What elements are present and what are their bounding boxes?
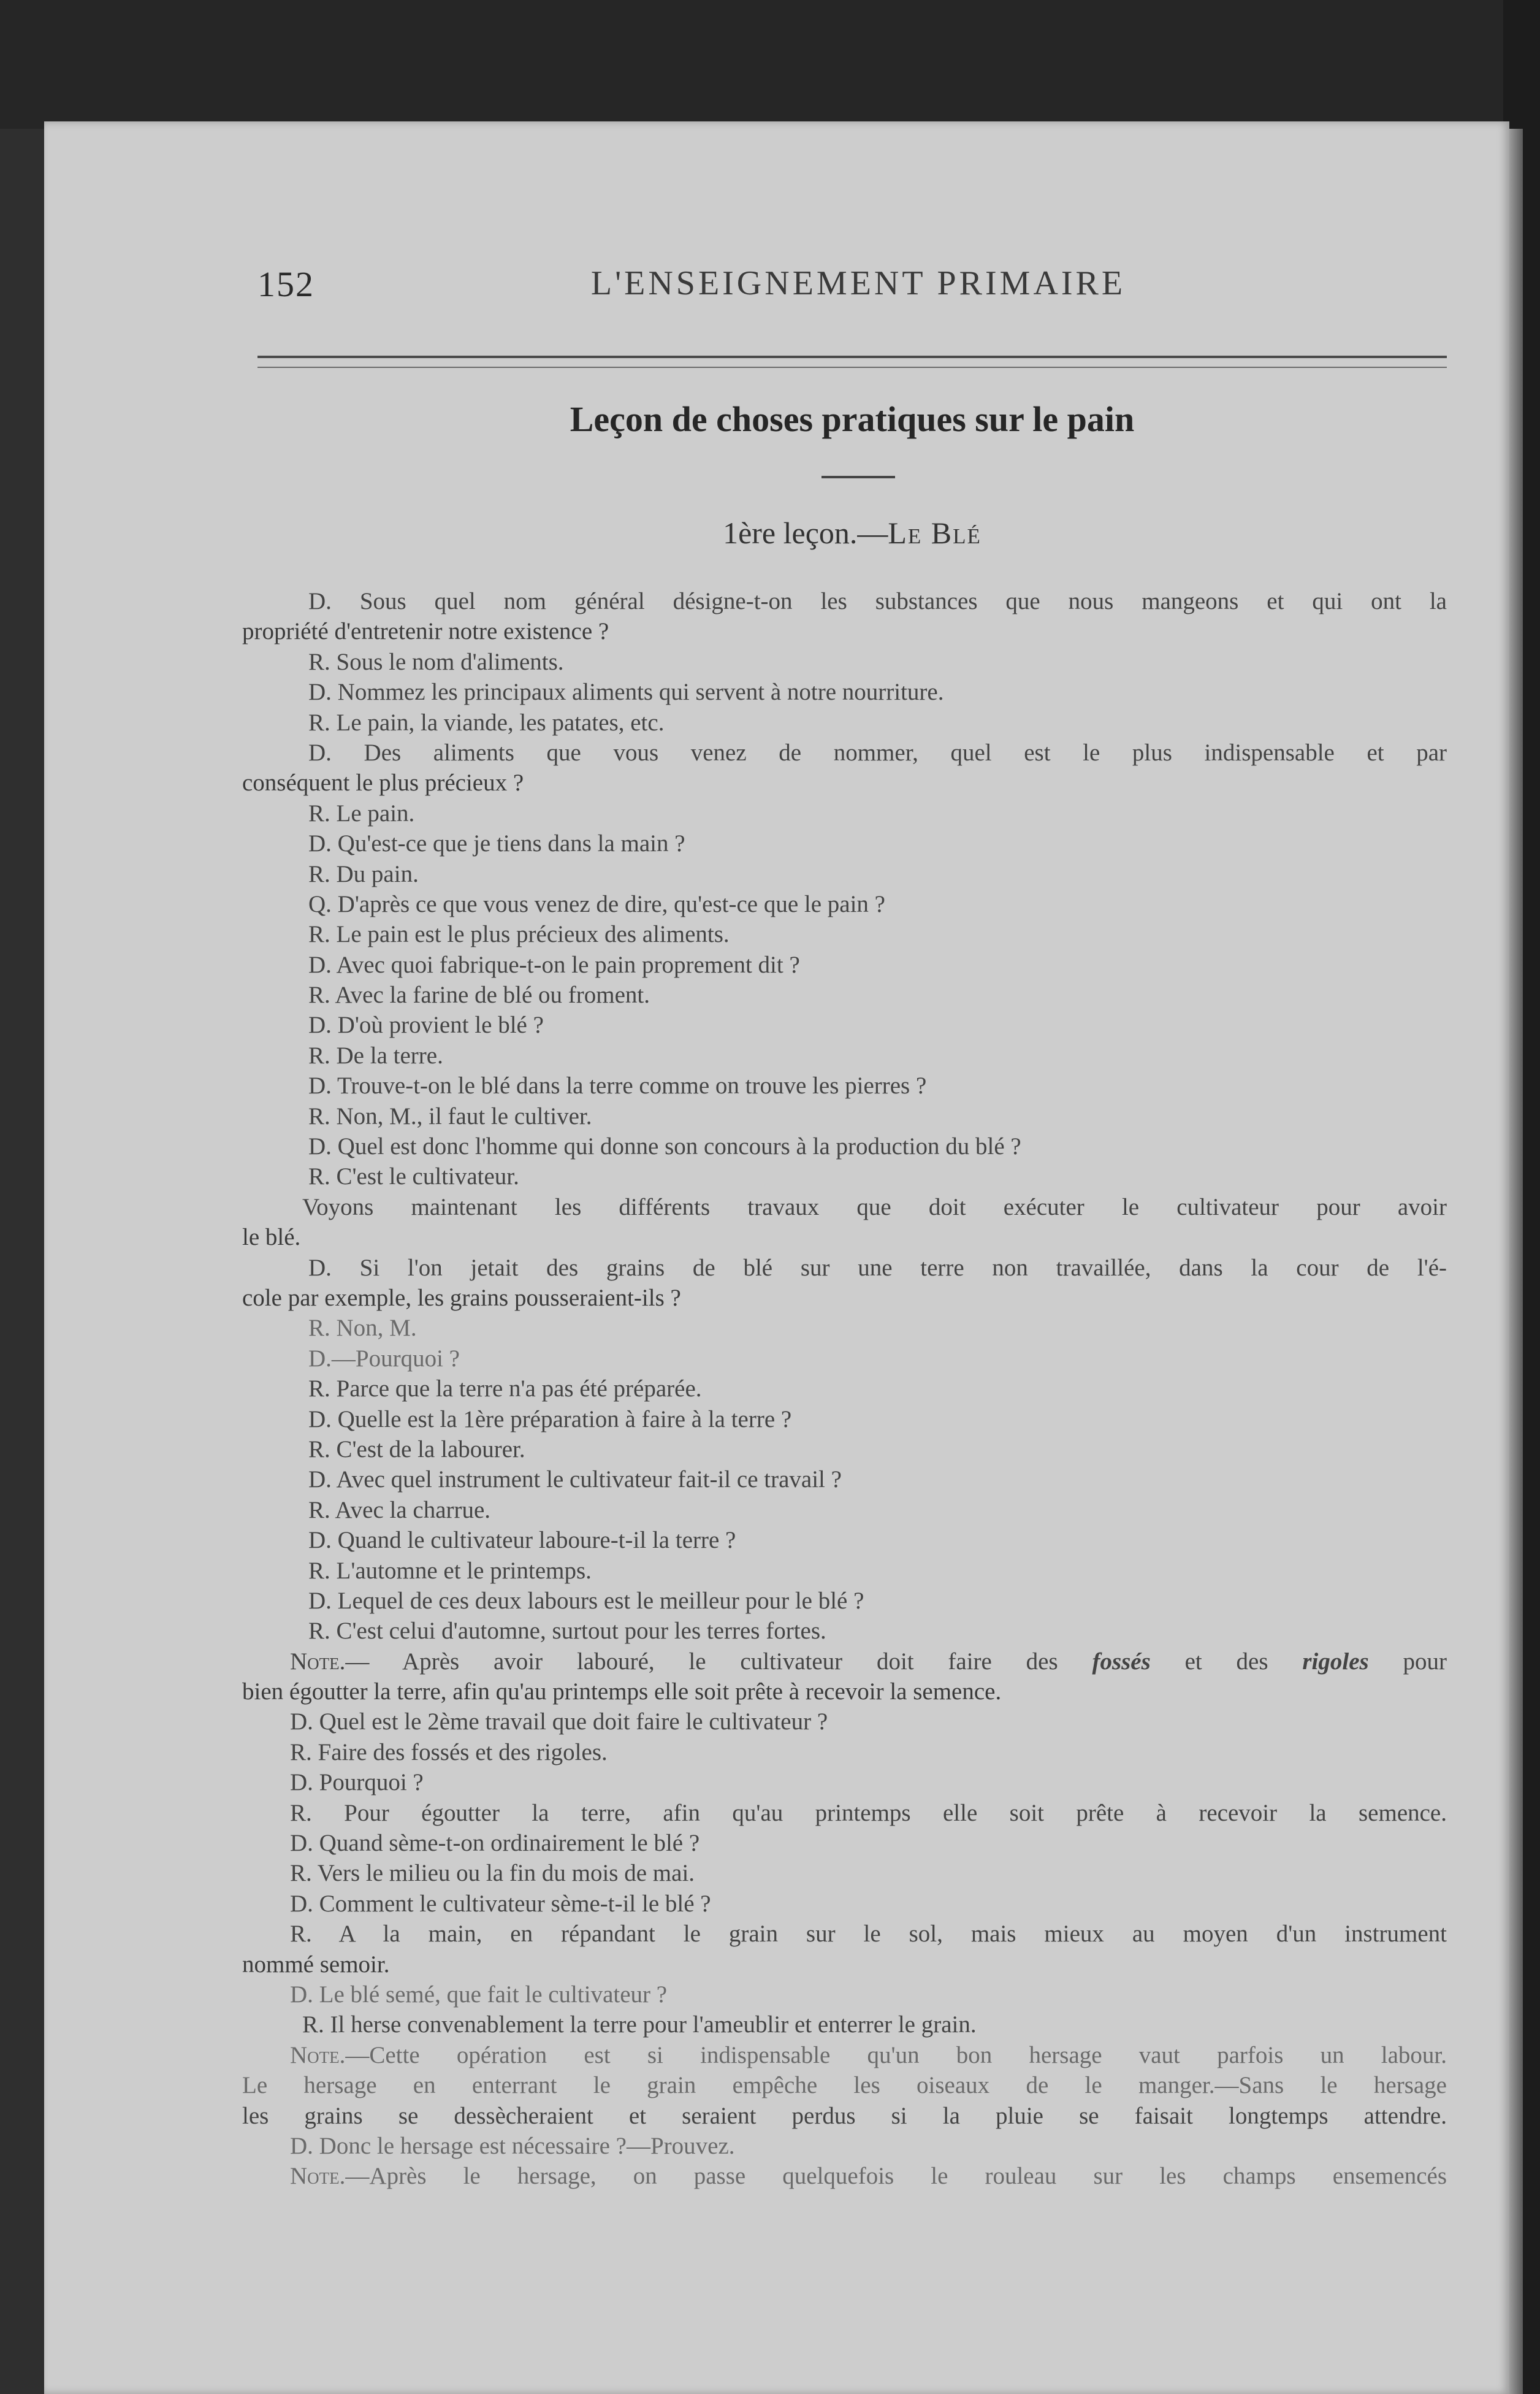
text-line: R. Le pain, la viande, les patates, etc.: [308, 709, 665, 736]
note-text: — Après avoir labouré, le cultivateur doit faire des: [345, 1648, 1092, 1675]
text-line: D. Si l'on jetait des grains de blé sur une terre non travaillée, dans la cour de l'é-: [308, 1254, 1447, 1281]
lesson-body: [242, 586, 1447, 2192]
background-top: [0, 0, 1540, 129]
text-line: D. Quel est le 2ème travail que doit faire le cultivateur ?: [290, 1708, 828, 1735]
text-line: R. A la main, en répandant le grain sur le sol, mais mieux au moyen d'un instrument: [290, 1921, 1447, 1948]
page-edge: [1509, 129, 1523, 2394]
text-line: R. C'est le cultivateur.: [308, 1163, 519, 1190]
text-line: R. Le pain est le plus précieux des aliments.: [308, 921, 730, 948]
text-line: Voyons maintenant les différents travaux que doit exécuter le cultivateur pour avoir: [302, 1193, 1447, 1220]
note-label: Note.: [290, 2041, 346, 2068]
text-line: D. Trouve-t-on le blé dans la terre comme on trouve les pierres ?: [308, 1073, 927, 1099]
title-rule: [821, 476, 895, 478]
text-line: D. Avec quel instrument le cultivateur fait-il ce travail ?: [308, 1466, 842, 1493]
note-text: et des: [1150, 1648, 1303, 1675]
text-line: R. Pour égoutter la terre, afin qu'au printemps elle soit prête à recevoir la semence.: [290, 1799, 1447, 1826]
text-line: R. Du pain.: [308, 860, 419, 887]
text-line: D. Quelle est la 1ère préparation à faire à la terre ?: [308, 1405, 792, 1432]
text-line: D. D'où provient le blé ?: [308, 1012, 544, 1039]
text-line: R. C'est de la labourer.: [308, 1436, 525, 1463]
text-line: D. Lequel de ces deux labours est le meilleur pour le blé ?: [308, 1587, 864, 1614]
text-line: D. Quand le cultivateur laboure-t-il la terre ?: [308, 1527, 736, 1554]
note-text: —Cette opération est si indispensable qu'un bon hersage vaut parfois un labour.: [345, 2041, 1447, 2068]
note-label: Note.: [290, 1648, 346, 1675]
text-line: cole par exemple, les grains pousseraient-ils ?: [242, 1284, 681, 1311]
page-header: [257, 264, 1447, 313]
text-line: D. Nommez les principaux aliments qui servent à notre nourriture.: [308, 679, 944, 706]
note-emphasis: rigoles: [1302, 1648, 1369, 1675]
text-line: D. Des aliments que vous venez de nommer, quel est le plus indispensable et par: [308, 739, 1447, 766]
text-line: R. L'automne et le printemps.: [308, 1557, 592, 1584]
text-line: R. Sous le nom d'aliments.: [308, 648, 564, 675]
lesson-subtitle: [257, 515, 1447, 551]
page-number: 152: [257, 264, 314, 304]
text-line: D.—Pourquoi ?: [308, 1345, 460, 1372]
header-rule: [257, 356, 1447, 368]
text-line: Le hersage en enterrant le grain empêche les oiseaux de le manger.—Sans le hersage: [242, 2072, 1447, 2099]
text-line: D. Quel est donc l'homme qui donne son concours à la production du blé ?: [308, 1133, 1021, 1160]
text-line: R. Avec la charrue.: [308, 1496, 491, 1523]
text-line: D. Qu'est-ce que je tiens dans la main ?: [308, 830, 685, 857]
note-label: Note.: [290, 2163, 346, 2190]
text-line: D. Le blé semé, que fait le cultivateur ?: [290, 1981, 668, 2008]
text-line: R. Avec la farine de blé ou froment.: [308, 982, 650, 1009]
text-line: D. Donc le hersage est nécessaire ?—Prouvez.: [290, 2132, 735, 2159]
lesson-topic: Le Blé: [888, 516, 982, 550]
text-line: R. Non, M.: [308, 1315, 417, 1342]
article-title: Leçon de choses pratiques sur le pain: [570, 399, 1135, 439]
text-line: nommé semoir.: [242, 1951, 390, 1978]
text-line: D. Avec quoi fabrique-t-on le pain proprement dit ?: [308, 951, 800, 978]
text-line: bien égoutter la terre, afin qu'au printemps elle soit prête à recevoir la semence.: [242, 1678, 1002, 1705]
text-line: propriété d'entretenir notre existence ?: [242, 618, 609, 645]
text-line: le blé.: [242, 1224, 301, 1251]
text-line: Q. D'après ce que vous venez de dire, qu'est-ce que le pain ?: [308, 890, 885, 917]
text-line: D. Pourquoi ?: [290, 1769, 424, 1796]
lesson-number: 1ère leçon.—: [723, 516, 888, 550]
text-line: conséquent le plus précieux ?: [242, 770, 524, 797]
text-line: R. Vers le milieu ou la fin du mois de mai.: [290, 1860, 695, 1887]
text-line: D. Quand sème-t-on ordinairement le blé ?: [290, 1830, 700, 1857]
running-title: L'ENSEIGNEMENT PRIMAIRE: [590, 264, 1126, 302]
note-text: pour: [1368, 1648, 1447, 1675]
text-line: R. Parce que la terre n'a pas été préparée.: [308, 1375, 702, 1402]
text-line: R. C'est celui d'automne, surtout pour les terres fortes.: [308, 1618, 826, 1645]
note-line: [242, 1646, 1447, 1677]
note-text: —Après le hersage, on passe quelquefois le rouleau sur les champs ensemencés: [345, 2163, 1447, 2190]
text-line: R. De la terre.: [308, 1042, 443, 1069]
note-line: [242, 2040, 1447, 2070]
note-line: [242, 2161, 1447, 2191]
text-line: R. Non, M., il faut le cultiver.: [308, 1103, 592, 1130]
text-line: R. Il herse convenablement la terre pour l'ameublir et enterrer le grain.: [302, 2011, 977, 2038]
note-emphasis: fossés: [1092, 1648, 1151, 1675]
text-line: les grains se dessècheraient et seraient perdus si la pluie se faisait longtemps attendre.: [242, 2102, 1447, 2129]
text-line: D. Sous quel nom général désigne-t-on les substances que nous mangeons et qui ont la: [308, 588, 1447, 614]
text-line: R. Faire des fossés et des rigoles.: [290, 1738, 608, 1765]
text-line: D. Comment le cultivateur sème-t-il le blé ?: [290, 1890, 711, 1917]
text-line: R. Le pain.: [308, 800, 415, 827]
